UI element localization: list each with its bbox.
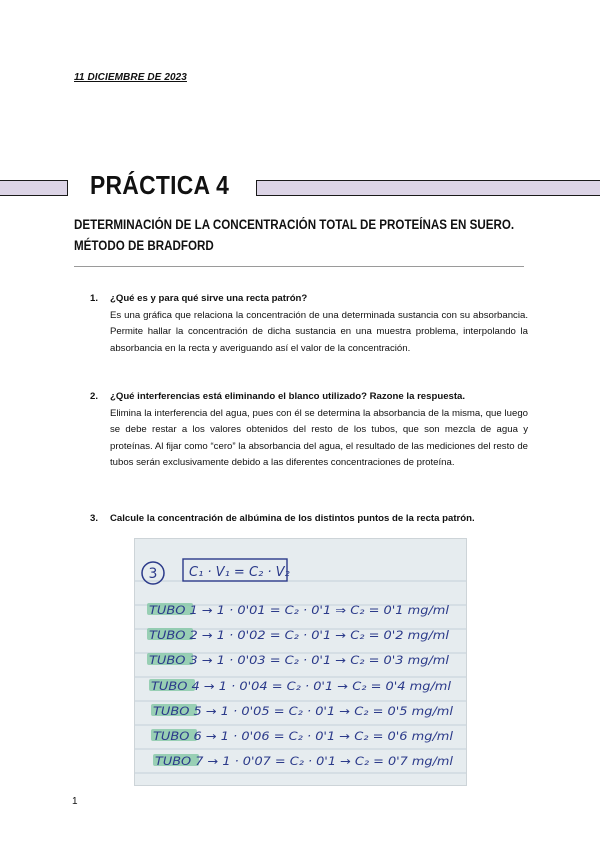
handwritten-row: TUBO 7 → 1 · 0'07 = C₂ · 0'1 → C₂ = 0'7 mg/ml <box>155 755 455 768</box>
question-answer: Es una gráfica que relaciona la concentración de una determinada sustancia con su absorbancia. Permite hallar la concentración de dicha sustancia en una muestra problema, interpolando la absorbancia en la recta y averiguando así el valor de la concentración. <box>110 309 528 354</box>
formula: C₁ · V₁ = C₂ · V₂ <box>189 565 290 580</box>
handwritten-notes-photo <box>134 538 467 786</box>
handwritten-row: TUBO 3 → 1 · 0'03 = C₂ · 0'1 → C₂ = 0'3 mg/ml <box>149 654 451 667</box>
subtitle-line-2: MÉTODO DE BRADFORD <box>74 238 214 253</box>
question-number: 1. <box>90 293 99 304</box>
circled-number: 3 <box>148 566 158 582</box>
handwritten-row: TUBO 5 → 1 · 0'05 = C₂ · 0'1 → C₂ = 0'5 mg/ml <box>153 705 455 718</box>
page-title: PRÁCTICA 4 <box>90 170 230 200</box>
question-title: ¿Qué es y para qué sirve una recta patrón? <box>110 293 308 304</box>
page-subtitle <box>74 214 521 256</box>
handwritten-row: TUBO 1 → 1 · 0'01 = C₂ · 0'1 ⇒ C₂ = 0'1 mg/ml <box>149 604 451 617</box>
header-divider <box>74 266 524 267</box>
handwritten-row: TUBO 4 → 1 · 0'04 = C₂ · 0'1 → C₂ = 0'4 mg/ml <box>151 680 453 693</box>
title-bar-left-decoration <box>0 180 68 196</box>
question-3 <box>90 511 528 528</box>
question-1 <box>90 291 528 357</box>
document-date: 11 DICIEMBRE DE 2023 <box>74 72 187 83</box>
question-2 <box>90 389 528 472</box>
question-title: ¿Qué interferencias está eliminando el blanco utilizado? Razone la respuesta. <box>110 391 466 402</box>
question-answer: Elimina la interferencia del agua, pues con él se determina la absorbancia de la misma, que luego se debe restar a los valores obtenidos del resto de los tubos, que son mezcla de agua y proteínas. Al fijar como “cero” la absorbancia del agua, el resultado de las mediciones del resto de tubos serán exclusivamente debido a las diferentes concentraciones de proteína. <box>110 407 528 469</box>
question-number: 3. <box>90 513 99 524</box>
page-number: 1 <box>72 796 78 807</box>
question-title: Calcule la concentración de albúmina de los distintos puntos de la recta patrón. <box>110 513 475 524</box>
subtitle-line-1: DETERMINACIÓN DE LA CONCENTRACIÓN TOTAL DE PROTEÍNAS EN SUERO. <box>74 217 515 232</box>
handwritten-row: TUBO 6 → 1 · 0'06 = C₂ · 0'1 → C₂ = 0'6 mg/ml <box>153 730 455 743</box>
handwritten-row: TUBO 2 → 1 · 0'02 = C₂ · 0'1 → C₂ = 0'2 mg/ml <box>149 629 451 642</box>
title-bar-right-decoration <box>256 180 600 196</box>
question-number: 2. <box>90 391 99 402</box>
